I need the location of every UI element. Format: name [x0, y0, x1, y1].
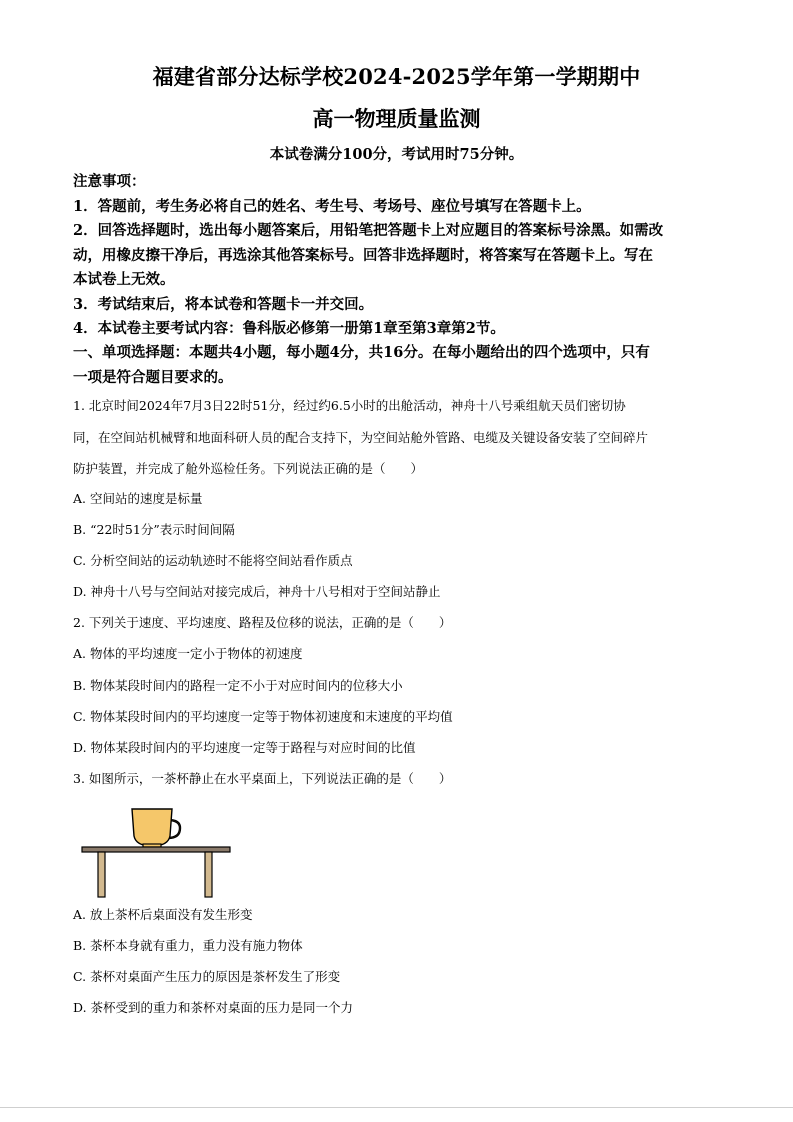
notes-item: 2．回答选择题时，选出每小题答案后，用铅笔把答题卡上对应题目的答案标号涂黑。如需改: [73, 222, 664, 239]
question-3-stem: 3. 如图所示，一茶杯静止在水平桌面上，下列说法正确的是（ ）: [73, 771, 452, 786]
section-heading-line: 一、单项选择题：本题共4小题，每小题4分，共16分。在每小题给出的四个选项中，只有: [73, 344, 650, 361]
notes-item: 1．答题前，考生务必将自己的姓名、考生号、考场号、座位号填写在答题卡上。: [73, 197, 591, 215]
notes-item: 动，用橡皮擦干净后，再选涂其他答案标号。回答非选择题时，将答案写在答题卡上。写在: [73, 246, 653, 264]
page-bottom-rule: [0, 1107, 793, 1108]
question-2-option-d: D. 物体某段时间内的平均速度一定等于路程与对应时间的比值: [73, 740, 416, 755]
question-1-option-d: D. 神舟十八号与空间站对接完成后，神舟十八号相对于空间站静止: [73, 584, 441, 599]
teacup-on-table-figure: [80, 806, 232, 900]
question-2-option-c: C. 物体某段时间内的平均速度一定等于物体初速度和末速度的平均值: [73, 709, 453, 724]
exam-score-time: 本试卷满分100分，考试用时75分钟。: [269, 146, 524, 163]
question-2-option-b: B. 物体某段时间内的路程一定不小于对应时间内的位移大小: [73, 678, 403, 693]
question-1-option-c: C. 分析空间站的运动轨迹时不能将空间站看作质点: [73, 553, 353, 568]
question-1-stem: 防护装置，并完成了舱外巡检任务。下列说法正确的是（ ）: [73, 461, 424, 476]
question-3-option-c: C. 茶杯对桌面产生压力的原因是茶杯发生了形变: [73, 969, 341, 984]
section-heading-line: 一项是符合题目要求的。: [73, 368, 233, 386]
section-heading: [73, 341, 723, 390]
notes-item: 本试卷上无效。: [73, 271, 175, 288]
question-3-option-b: B. 茶杯本身就有重力，重力没有施力物体: [73, 938, 303, 953]
question-2-stem: 2. 下列关于速度、平均速度、路程及位移的说法，正确的是（ ）: [73, 615, 452, 630]
question-3-option-a: A. 放上茶杯后桌面没有发生形变: [73, 907, 253, 922]
table-illustration: [82, 847, 230, 897]
exam-title: 福建省部分达标学校2024-2025学年第一学期期中: [152, 64, 641, 89]
question-1-stem: 同，在空间站机械臂和地面科研人员的配合支持下，为空间站舱外管路、电缆及关键设备安装了空间碎片: [73, 430, 649, 445]
question-1-stem: 1. 北京时间2024年7月3日22时51分，经过约6.5小时的出舱活动，神舟十八号乘组航天员们密切协: [73, 398, 626, 413]
teacup-illustration: [132, 809, 180, 847]
notes-item: 3．考试结束后，将本试卷和答题卡一并交回。: [73, 295, 374, 313]
notes-heading: 注意事项：: [73, 173, 146, 190]
question-1-option-b: B. “22时51分”表示时间间隔: [73, 522, 235, 537]
notes-block: [73, 170, 723, 342]
notes-item: 4．本试卷主要考试内容：鲁科版必修第一册第1章至第3章第2节。: [73, 320, 505, 337]
exam-subject-title: 高一物理质量监测: [312, 106, 481, 131]
question-2-option-a: A. 物体的平均速度一定小于物体的初速度: [73, 646, 303, 661]
question-1-option-a: A. 空间站的速度是标量: [73, 491, 203, 506]
question-3-option-d: D. 茶杯受到的重力和茶杯对桌面的压力是同一个力: [73, 1000, 354, 1015]
